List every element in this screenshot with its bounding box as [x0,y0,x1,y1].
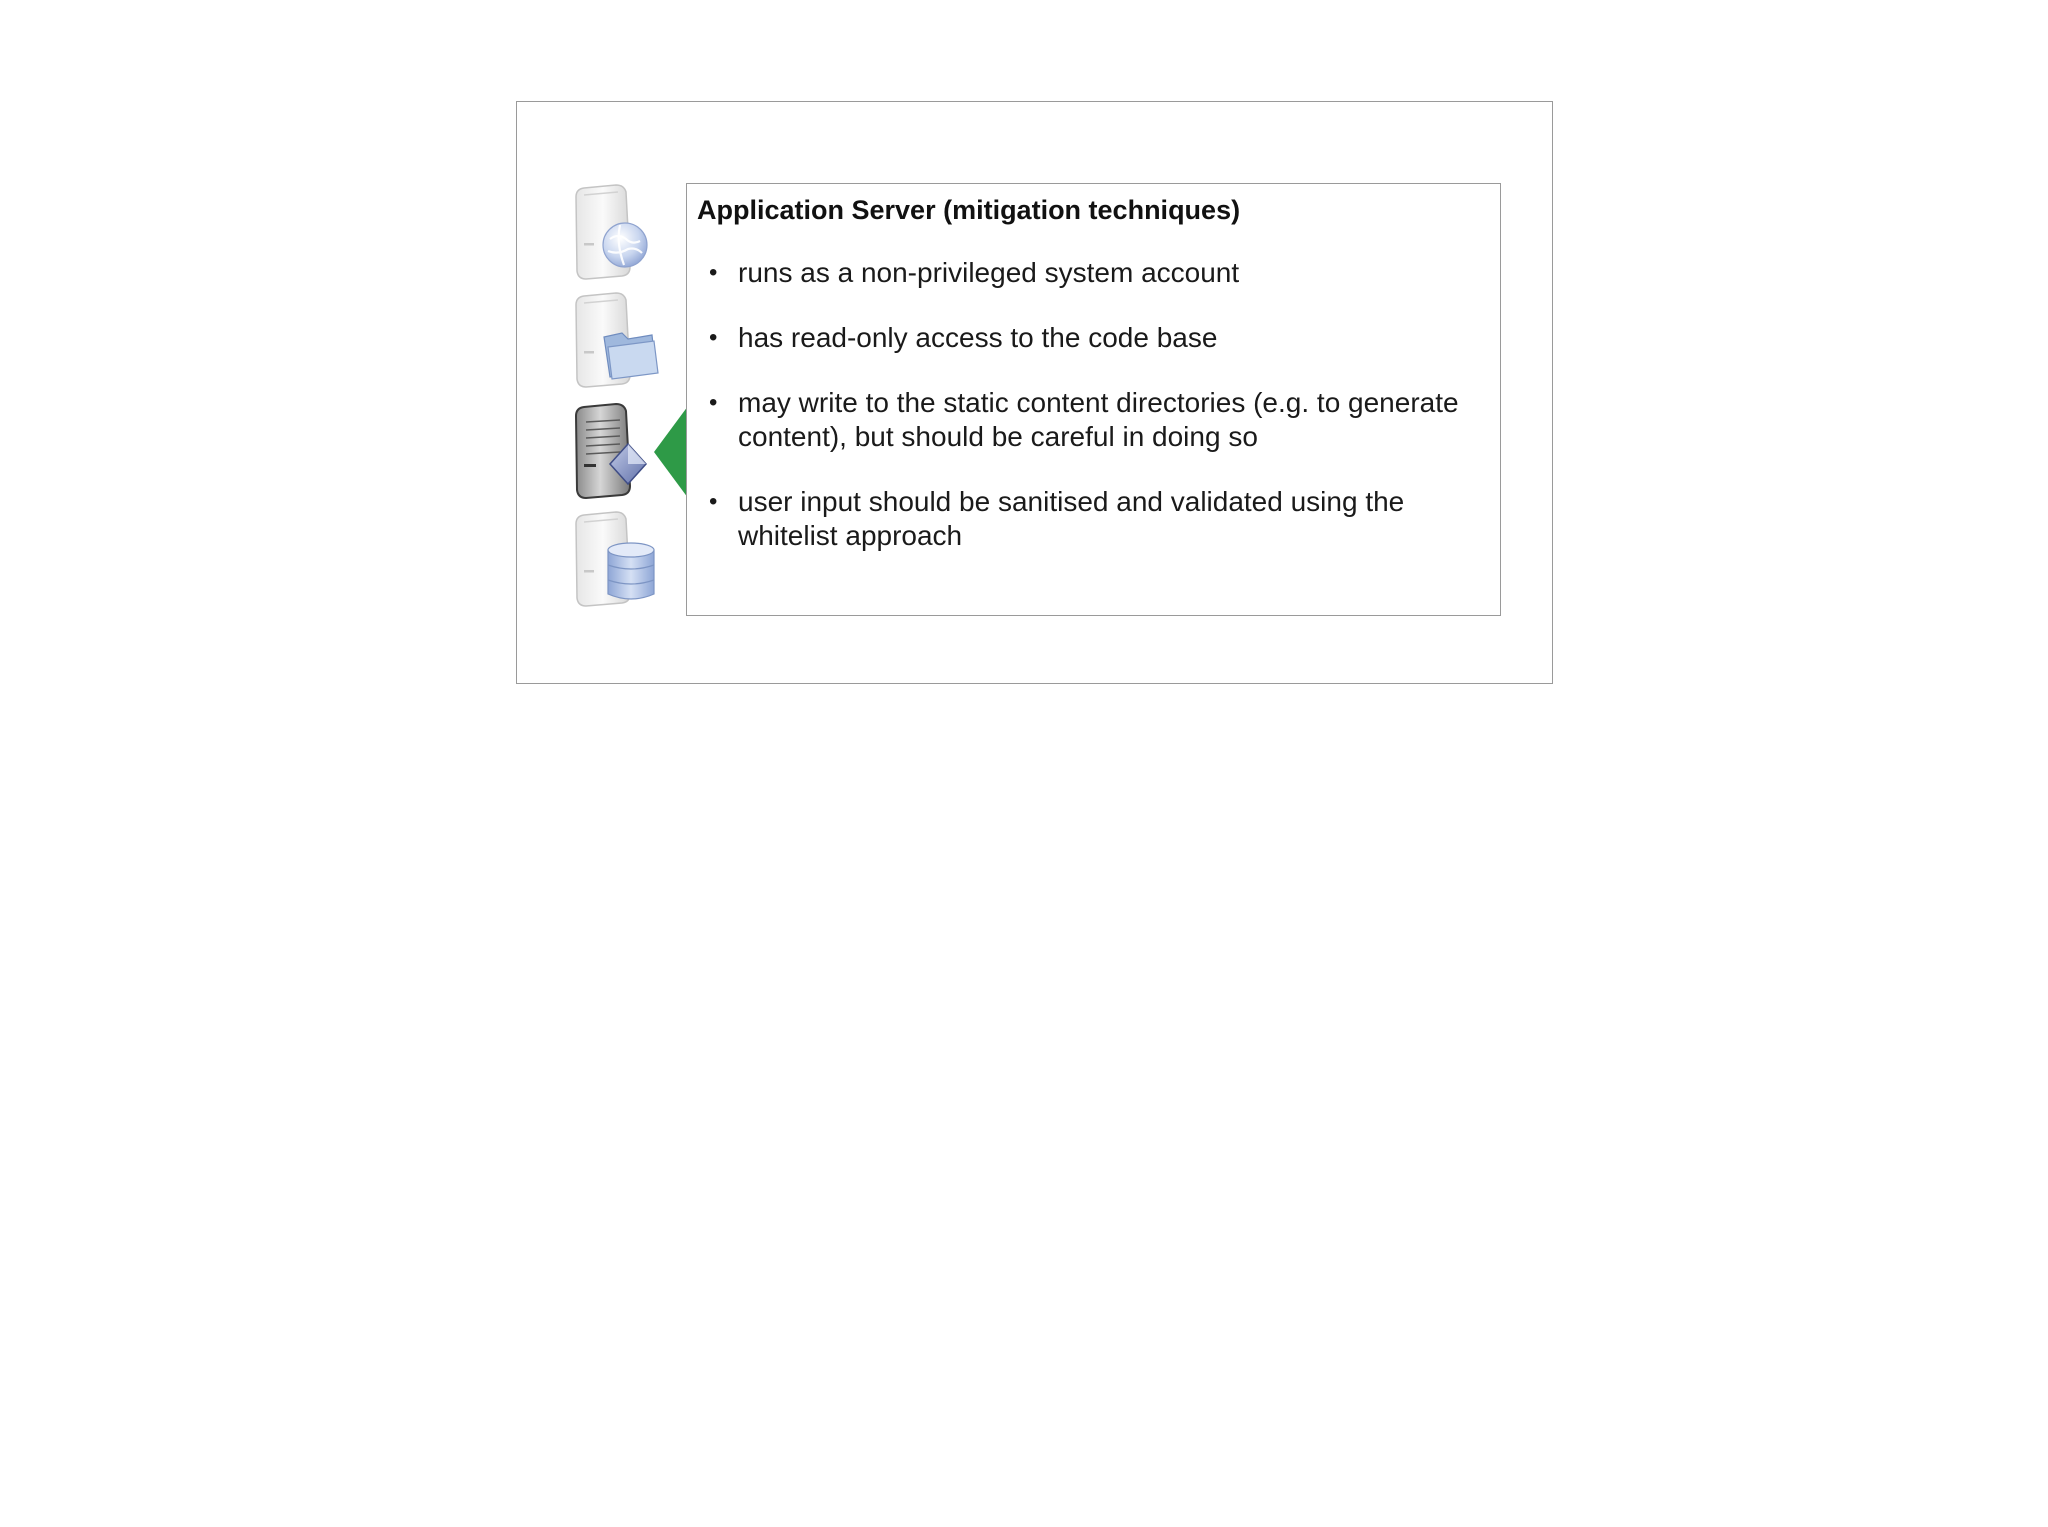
bullet-text: may write to the static content directories (e.g. to generate content), but should be careful in doing so [738,387,1459,452]
bullet-icon: • [709,324,718,351]
web-server-icon [570,183,660,283]
callout-title: Application Server (mitigation techniques) [697,195,1241,225]
database-server-icon [570,510,660,610]
application-server-icon [570,402,660,502]
bullet-list [687,256,1477,584]
bullet-icon: • [709,488,718,515]
bullet-text: runs as a non-privileged system account [738,257,1240,288]
bullet-text: user input should be sanitised and validated using the whitelist approach [738,486,1405,551]
bullet-item [687,256,1477,290]
bullet-item [687,485,1477,553]
callout-box [686,183,1501,616]
bullet-text: has read-only access to the code base [738,322,1218,353]
bullet-icon: • [709,389,718,416]
file-server-icon [570,291,660,391]
server-stack [570,183,660,613]
bullet-icon: • [709,259,718,286]
callout-pointer [652,402,688,502]
bullet-item [687,321,1477,355]
bullet-item [687,386,1477,454]
